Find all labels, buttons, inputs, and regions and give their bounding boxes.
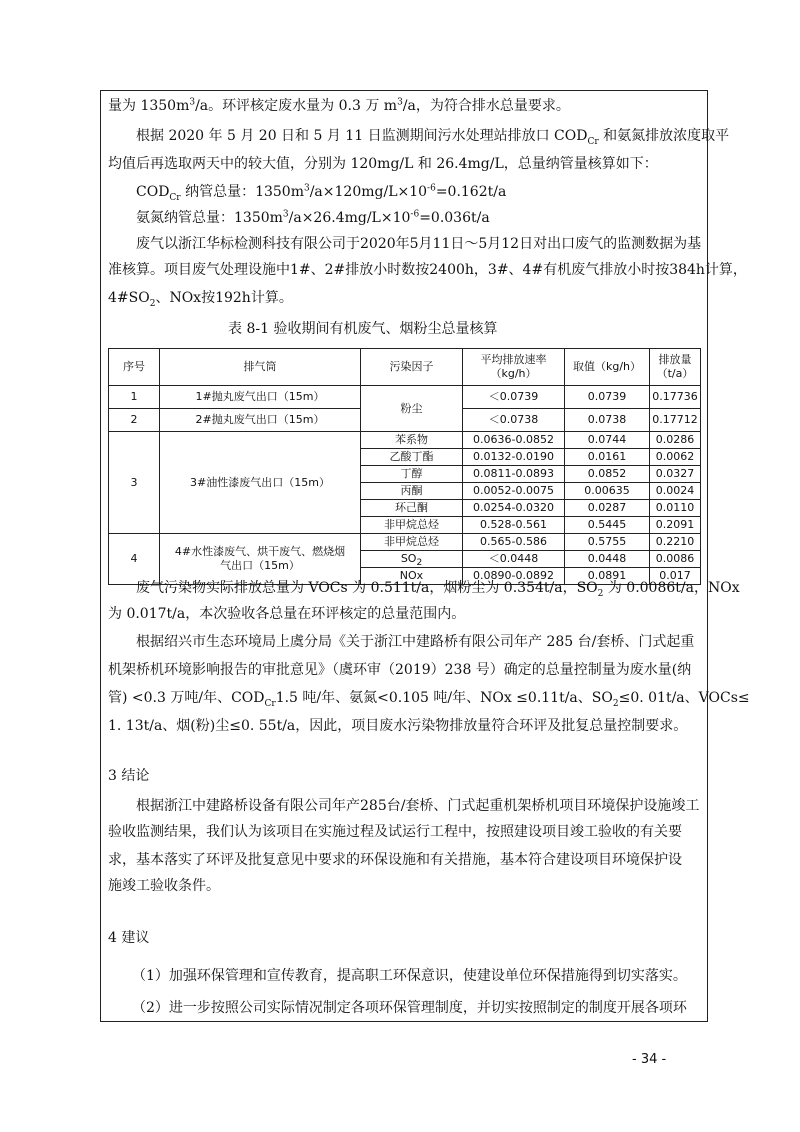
table-row: 3 3#油性漆废气出口（15m） 苯系物 0.0636-0.0852 0.0744 0.0286 — [109, 432, 701, 449]
table-row: 丙酮 0.0052-0.0075 0.00635 0.0024 — [109, 483, 701, 500]
table-row: 丁醇 0.0811-0.0893 0.0852 0.0327 — [109, 466, 701, 483]
cod-calculation: $COD_{Cr}$ 纳管总量：$1350m^3/a\times 120mg/L\times 10^{-6}=0.162t/a$ — [136, 183, 507, 203]
col-header-factor: 污染因子 — [361, 349, 463, 386]
wastewater-volume-line: 量为 $1350m^3/a$。环评核定废水量为 0.3 万 $m^3/a$，为符合排水总量要求。 — [108, 97, 570, 114]
section-heading-suggestions: 4 建议 — [108, 930, 150, 946]
cod-method-line-2: 均值后再选取两天中的较大值，分别为 120mg/L 和 26.4mg/L，总量纳管量核算如下： — [108, 156, 658, 172]
page-number: - 34 - — [632, 1052, 667, 1067]
conclusion-line-1: 根据浙江中建路桥设备有限公司年产285台/套桥、门式起重机架桥机项目环境保护设施竣工 — [136, 798, 700, 814]
emission-total-table — [108, 348, 701, 585]
control-limit-line-4: 1. 13t/a、烟(粉)尘≤0. 55t/a，因此，项目废水污染物排放量符合环评及批复总量控制要求。 — [108, 718, 688, 734]
table-row: 非甲烷总烃 0.528-0.561 0.5445 0.2091 — [109, 517, 701, 534]
control-limit-line-2: 机架桥机环境影响报告的审批意见》（虞环审（2019）238 号）确定的总量控制量为废水量(纳 — [108, 662, 692, 678]
total-emission-line-1: 废气污染物实际排放总量为 VOCs 为 0.511t/a，烟粉尘为 0.354t/a，$SO_2$ 为 0.0086t/a，NOx — [136, 580, 740, 599]
table-row: NOx 0.0890-0.0892 0.0891 0.017 — [109, 568, 701, 585]
table-row: 2 2#抛丸废气出口（15m） ＜0.0738 0.0738 0.17712 — [109, 409, 701, 432]
table-row: 1 1#抛丸废气出口（15m） 粉尘 ＜0.0739 0.0739 0.17736 — [109, 386, 701, 409]
col-header-stack: 排气筒 — [160, 349, 361, 386]
col-header-emission: 排放量（t/a） — [650, 349, 701, 386]
table-header-row — [109, 349, 701, 386]
table-row: 乙酸丁酯 0.0132-0.0190 0.0161 0.0062 — [109, 449, 701, 466]
col-header-rate: 平均排放速率（kg/h） — [463, 349, 565, 386]
suggestion-2: （2）进一步按照公司实际情况制定各项环保管理制度，并切实按照制定的制度开展各项环 — [132, 1000, 687, 1016]
conclusion-line-4: 施竣工验收条件。 — [108, 878, 220, 894]
table-row: 环己酮 0.0254-0.0320 0.0287 0.0110 — [109, 500, 701, 517]
control-limit-line-1: 根据绍兴市生态环境局上虞分局《关于浙江中建路桥有限公司年产 285 台/套桥、门式起重 — [136, 634, 695, 650]
exhaust-basis-line-3: $4\#SO_2$、NOx按192h计算。 — [108, 290, 293, 309]
table-caption: 表 8-1 验收期间有机废气、烟粉尘总量核算 — [228, 321, 498, 337]
table-row: 4 4#水性漆废气、烘干废气、燃烧烟气出口（15m） 非甲烷总烃 0.565-0.586 0.5755 0.2210 — [109, 534, 701, 551]
control-limit-line-3: 管) <0.3 万吨/年、$COD_{Cr}1.5$ 吨/年、氨氮<0.105 吨/年、NOx ≤0.11t/a、$SO_2\le 0$. 01t/a、VOCs≤ — [108, 690, 750, 709]
col-header-no: 序号 — [109, 349, 160, 386]
suggestion-1: （1）加强环保管理和宣传教育，提高职工环保意识，使建设单位环保措施得到切实落实。 — [132, 968, 687, 984]
section-heading-conclusion: 3 结论 — [108, 768, 150, 784]
cod-method-line-1: 根据 2020 年 5 月 20 日和 5 月 11 日监测期间污水处理站排放口 $COD_{Cr}$ 和氨氮排放浓度取平 — [136, 128, 730, 147]
col-header-value: 取值（kg/h） — [565, 349, 650, 386]
ammonia-calculation: 氨氮纳管总量：$1350m^3/a\times 26.4mg/L\times 10^{-6}=0.036t/a$ — [136, 209, 490, 226]
conclusion-line-3: 求，基本落实了环评及批复意见中要求的环保设施和有关措施，基本符合建设项目环境保护设 — [108, 852, 682, 868]
exhaust-basis-line-2: 准核算。项目废气处理设施中1#、2#排放小时数按2400h，3#、4#有机废气排放小时按384h计算， — [108, 262, 747, 278]
conclusion-line-2: 验收监测结果，我们认为该项目在实施过程及试运行工程中，按照建设项目竣工验收的有关要 — [108, 824, 682, 840]
total-emission-line-2: 为 0.017t/a，本次验收各总量在环评核定的总量范围内。 — [108, 606, 466, 622]
table-row: $SO_2$ ＜0.0448 0.0448 0.0086 — [109, 551, 701, 568]
exhaust-basis-line-1: 废气以浙江华标检测科技有限公司于2020年5月11日～5月12日对出口废气的监测数据为基 — [136, 236, 702, 252]
